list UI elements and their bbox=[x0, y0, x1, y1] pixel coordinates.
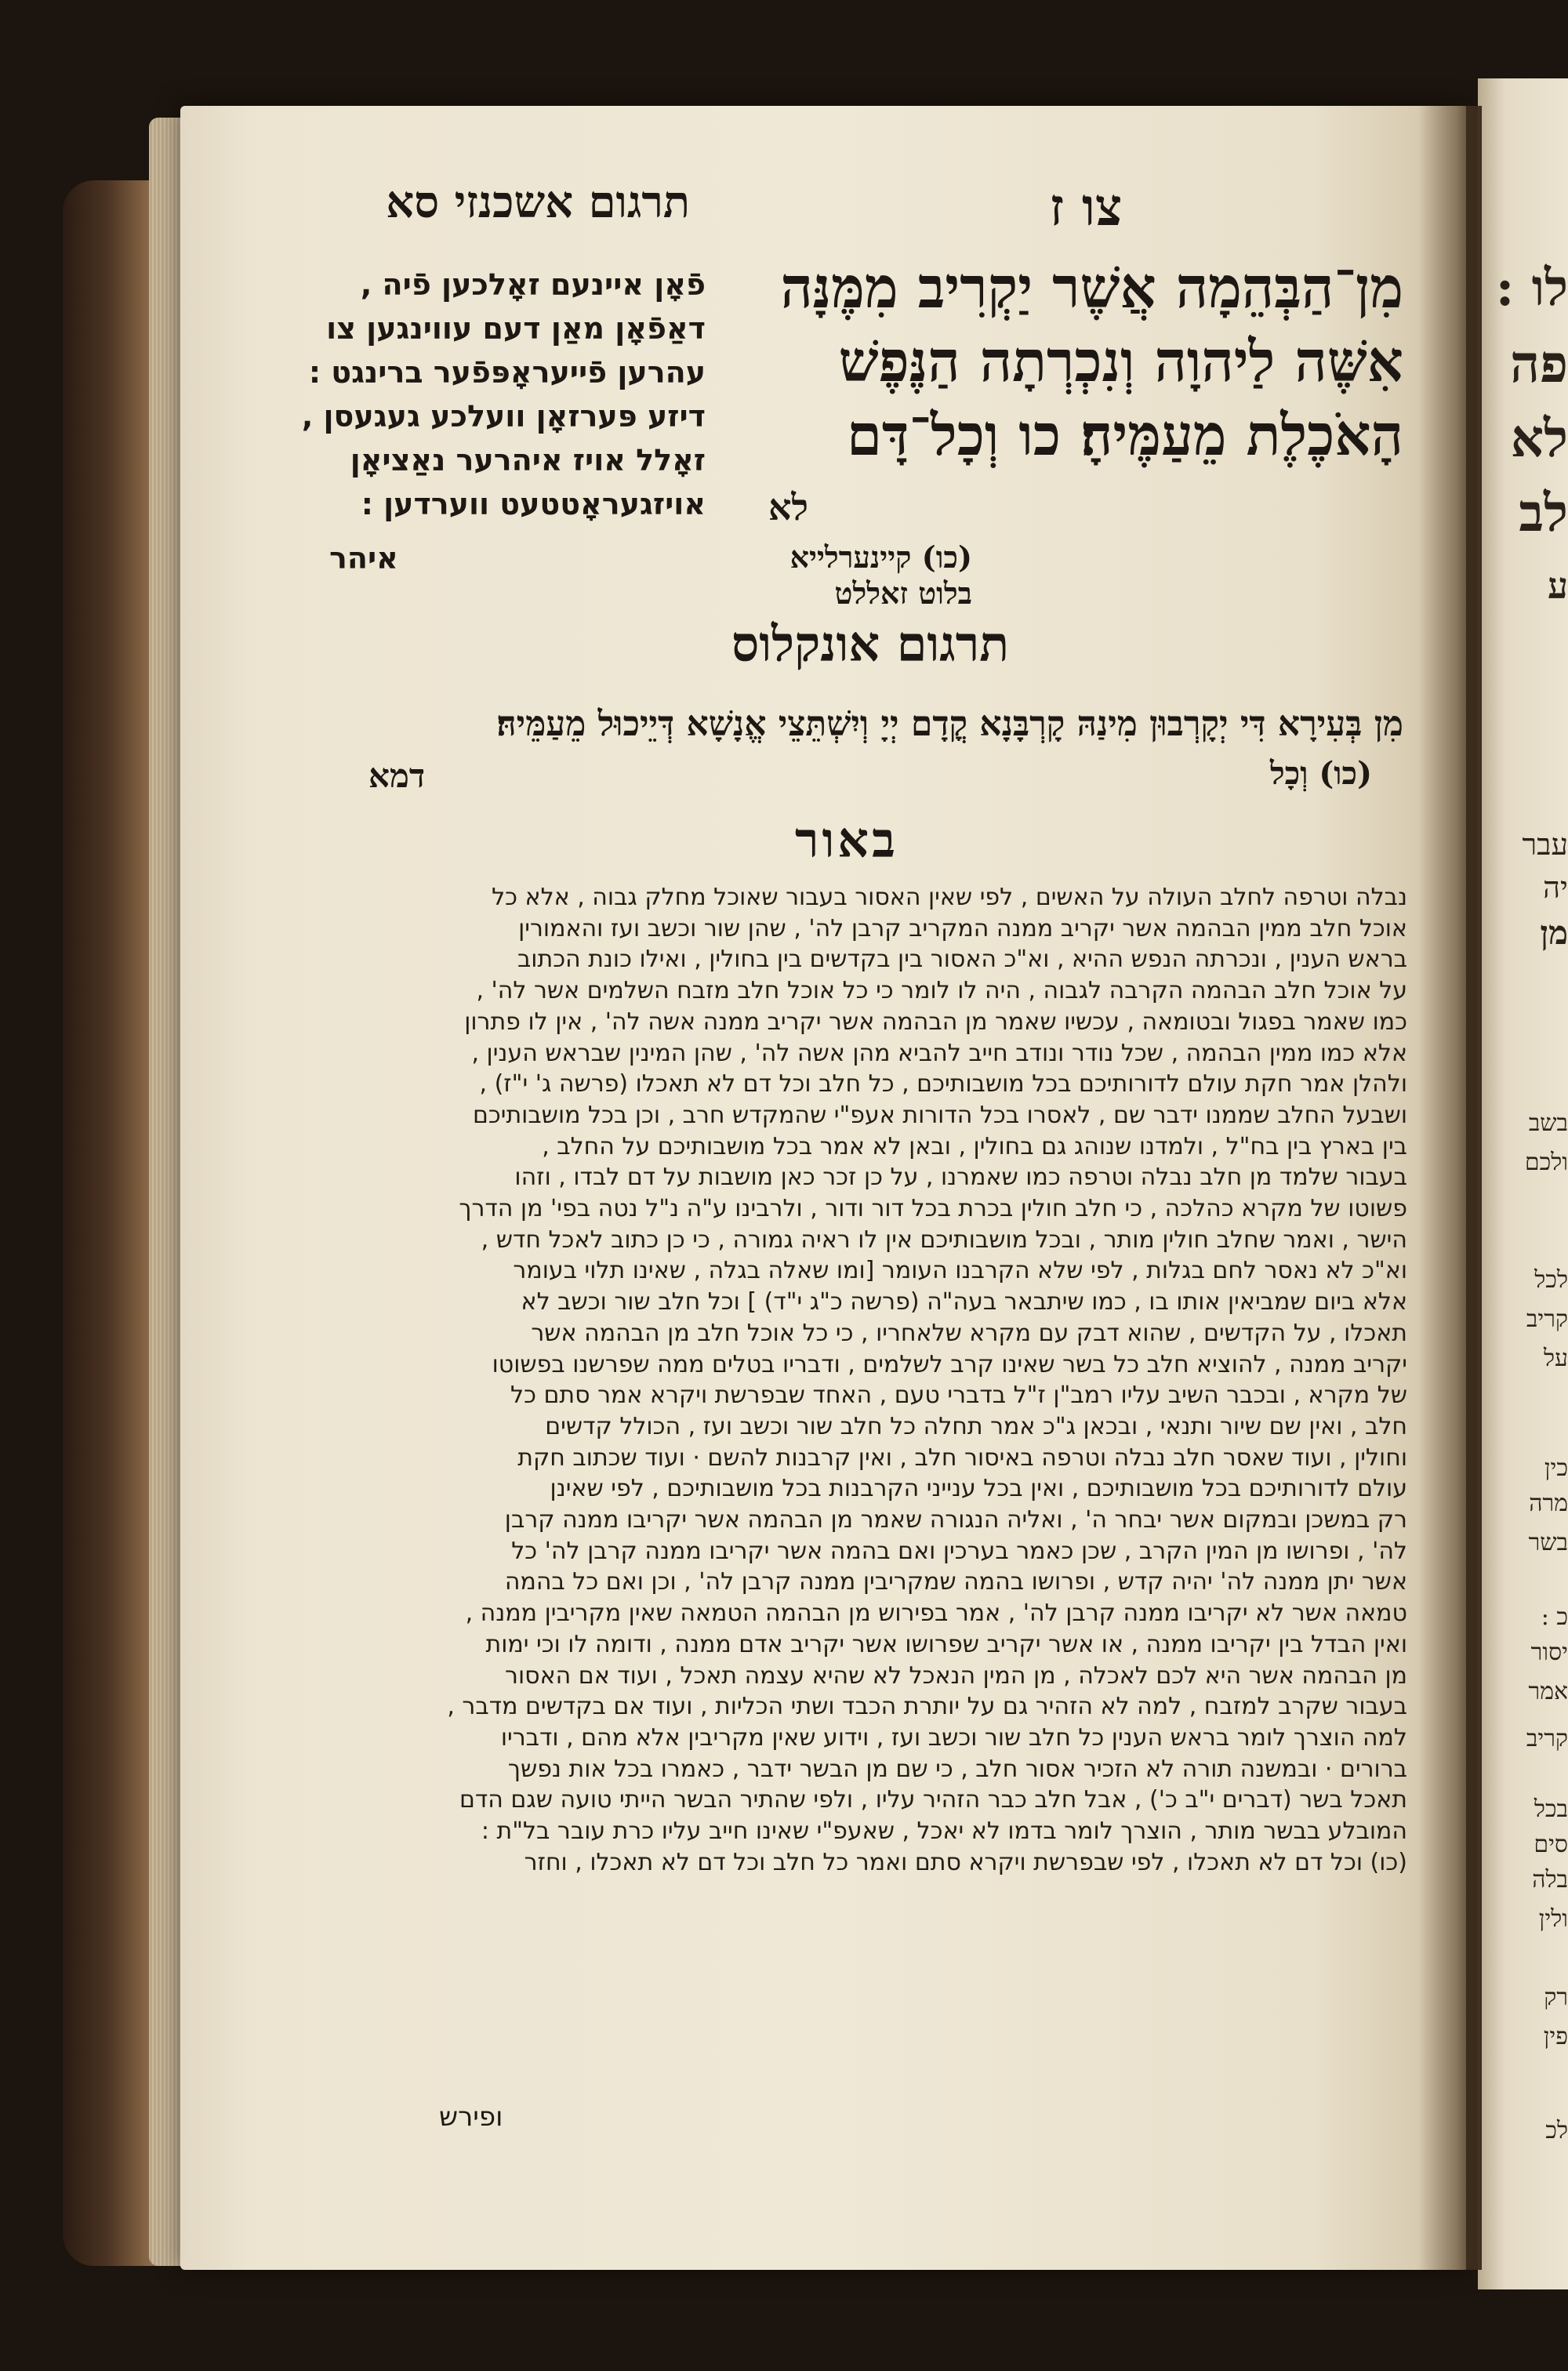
commentary-line: ברורים · ובמשנה תורה לא הזכיר אסור חלב , כי שם מן הבשר ידבר , כאמרו בכל אות נפשך bbox=[507, 1755, 1407, 1783]
commentary-line: ואין הבדל בין יקריבו ממנה , או אשר יקריב שפרושו אשר יקריב אדם ממנה , ודומה לו וכי ימות bbox=[485, 1630, 1407, 1658]
commentary-line: וא"כ לא נאסר לחם בגלות , לפי שלא הקרבנו העומר [ומו שאלה בגלה , שאינו תלוי בעומר bbox=[513, 1257, 1407, 1285]
commentary-line: מן הבהמה אשר היא לכם לאכלה , מן המין הנאכל לא שהיא עצמה תאכל , ועוד אם האסור bbox=[505, 1661, 1407, 1690]
commentary-line: כמו שאמר בפגול ובטומאה , עכשיו שאמר מן הבהמה אשר יקריב ממנה אשה לה' , אין לו פתרון bbox=[464, 1008, 1407, 1036]
verse-note: (כו) קיינערלייא בלוט זאללט bbox=[789, 539, 972, 611]
commentary-line: של מקרא , ובכבר השיב עליו רמב"ן ז"ל בדברי טעם , האחד שבפרשת ויקרא אמר סתם כל bbox=[510, 1382, 1407, 1410]
commentary-line: תאכל בשר (דברים י"ב כ') , אבל חלב כבר הזהיר עליו , ולפי שהתיר הבשר הייתי טועה שגם הדם bbox=[459, 1786, 1407, 1814]
yiddish-line: דאַפֿאָן מאַן דעם עווינגען צו bbox=[326, 311, 706, 346]
commentary-line: אוכל חלב ממין הבהמה אשר יקריב ממנה המקריב קרבן לה' , שהן שור וכשב ועז והאמורין bbox=[518, 914, 1407, 942]
facing-text: פה bbox=[1510, 333, 1568, 394]
commentary-line: רק במשכן ובמקום אשר יבחר ה' , ואליה הנגורה שאמר מן הבהמה אשר יקריבו ממנה קרבן bbox=[504, 1506, 1407, 1534]
commentary-line: טמאה אשר לא יקריבו ממנה קרבן לה' , אמר בפירוש מן הבהמה הטמאה שאין מקריבין ממנה , bbox=[465, 1599, 1407, 1628]
yiddish-translation bbox=[298, 263, 706, 526]
facing-text: סים bbox=[1534, 1831, 1568, 1858]
facing-text: לכל bbox=[1534, 1266, 1568, 1294]
facing-text: בשר bbox=[1528, 1529, 1568, 1556]
facing-text: מן bbox=[1540, 913, 1568, 952]
facing-text: ע bbox=[1547, 565, 1568, 607]
commentary-line: עולם לדורותיכם בכל מושבותיכם , ואין בכל ענייני הקרבנות בכל מושבותיכם , לפי שאינן bbox=[550, 1475, 1407, 1503]
commentary-line: לה' , ופרושו מן המין הקרב , שכן כאמר בערכין ואם בהמה אשר יקריבו ממנה קרבן לה' כל bbox=[511, 1537, 1407, 1565]
onkelos-heading: תרגום אונקלוס bbox=[731, 615, 1010, 673]
commentary-line: תאכלו , על הקדשים , שהוא דבק עם מקרא שלאחריו , כי כל אוכל חלב מן הבהמה אשר bbox=[531, 1319, 1407, 1347]
verse-text bbox=[721, 251, 1403, 472]
yiddish-line: עהרען פֿייעראָפּפֿער ברינגט : bbox=[308, 355, 706, 390]
onkelos-note: (כו) וְכָל bbox=[1269, 755, 1372, 792]
facing-text: כ : bbox=[1541, 1603, 1568, 1631]
facing-text: רק bbox=[1544, 1984, 1568, 2011]
verse-catchword: לא bbox=[768, 486, 809, 528]
facing-text: ולין bbox=[1538, 1905, 1568, 1933]
commentary-line: ולהלן אמר חקת עולם לדורותיכם בכל מושבותיכם , כל חלב וכל דם לא תאכלו (פרשה ג' י"ז) , bbox=[479, 1070, 1407, 1098]
commentary-line: יקריב ממנה , להוציא חלב כל בשר שאינו קרב לשלמים , ודבריו בטלים ממה שפרשנו בפשוטו bbox=[492, 1350, 1407, 1378]
facing-text: יה bbox=[1543, 870, 1568, 905]
yiddish-catchword: איהר bbox=[329, 541, 398, 576]
commentary-line: בעבור שלמד מן חלב נבלה וטרפה כמו שאמרנו , על כן זכר כאן מושבות על דם לבדו , וזהו bbox=[514, 1164, 1407, 1192]
facing-text: יסור bbox=[1530, 1639, 1568, 1666]
facing-text: לב bbox=[1519, 482, 1568, 543]
facing-text: לא bbox=[1510, 408, 1568, 469]
biur-commentary bbox=[310, 882, 1407, 1879]
commentary-line: בין בארץ בין בח"ל , ולמדנו שנוהג גם בחולין , ובאן לא אמר בכל מושבותיכם על החלב , bbox=[542, 1132, 1407, 1160]
facing-text: על bbox=[1543, 1345, 1568, 1372]
facing-page bbox=[1478, 78, 1568, 2289]
onkelos-text: מִן בְּעִירָא דִּי יְקָרְבוּן מִינַהּ קָרְבָּנָא קֳדָם יְיָ וְיִשְׁתֵּצֵי אֱנָשָׁא דְּיֵיכוּל מֵעַמֵּיהּ׃ bbox=[496, 704, 1403, 744]
facing-text: פין bbox=[1543, 2023, 1568, 2050]
facing-text: קריב bbox=[1526, 1305, 1568, 1333]
commentary-line: למה הוצרך לומר בראש הענין כל חלב שור וכשב ועז , וידוע שאין מקריבין אלא מהם , ודבריו bbox=[500, 1723, 1407, 1752]
verse-line: מִן־הַבְּהֵמָה אֲשֶׁר יַקְרִיב מִמֶּנָּה bbox=[780, 254, 1403, 321]
biur-heading: באור bbox=[794, 812, 898, 869]
onkelos-catchword: דמא bbox=[368, 757, 426, 795]
facing-text: עבר bbox=[1522, 827, 1568, 862]
commentary-line: אלא כמו ממין הבהמה , שכל נודר ונודב חייב להביא מהן אשה לה' , שהן המינין שבראש הענין , bbox=[471, 1039, 1407, 1067]
facing-text: בשב bbox=[1528, 1109, 1568, 1137]
facing-text: לו : bbox=[1495, 259, 1568, 318]
commentary-line: על אוכל חלב הבהמה הקרבה לגבוה , היה לו לומר כי כל אוכל חלב מזבח השלמים אשר לה' , bbox=[476, 977, 1407, 1005]
commentary-line: חלב , ואין שם שיור ותנאי , ובכאן ג"כ אמר תחלה כל חלב שור וכשב ועז , הכולל קדשים bbox=[545, 1412, 1407, 1440]
facing-text: אמר bbox=[1528, 1678, 1568, 1705]
commentary-line: (כו) וכל דם לא תאכלו , לפי שבפרשת ויקרא סתם ואמר כל חלב וכל דם לא תאכלו , וחזר bbox=[524, 1848, 1407, 1876]
facing-text: בלה bbox=[1532, 1866, 1568, 1894]
yiddish-line: דיזע פּערזאָן וועלכע געגעסן , bbox=[301, 399, 706, 434]
page-catchword: ופירש bbox=[439, 2101, 503, 2133]
verse-line: הָאֹכֶלֶת מֵעַמֶּיהָ׃ כו וְכָל־דָּם bbox=[846, 401, 1403, 468]
commentary-line: בעבור שקרב למזבח , למה לא הזהיר גם על יותרת הכבד ושתי הכליות , ועוד אם בקדשים מדבר , bbox=[447, 1693, 1407, 1721]
yiddish-line: פֿאָן איינעם זאָלכען פֿיה , bbox=[360, 267, 706, 302]
commentary-line: וחולין , ועוד שאסר חלב נבלה וטרפה באיסור חלב , ואין קרבנות להשם · ועוד שכתוב חקת bbox=[517, 1443, 1407, 1472]
commentary-line: הישר , ואמר שחלב חולין מותר , ובכל מושבותיכם אין לו ראיה גמורה , כי כן כתוב לאכל חדש , bbox=[481, 1225, 1407, 1254]
yiddish-line: זאָלל אויז איהרער נאַציאָן bbox=[350, 443, 706, 477]
commentary-line: בראש הענין , ונכרתה הנפש ההיא , וא"כ האסור בין בקדשים בין בחולין , ואילו כונת הכתוב bbox=[517, 946, 1407, 974]
commentary-line: המובלע בבשר מותר , הוצרך לומר בדמו לא יאכל , שאעפ"י שאינו חייב עליו כרת עובר בל"ת : bbox=[481, 1817, 1407, 1846]
facing-text: ולכם bbox=[1524, 1149, 1568, 1176]
page-title: תרגום אשכנזי סא bbox=[386, 176, 690, 228]
commentary-line: נבלה וטרפה לחלב העולה על האשים , לפי שאין האסור בעבור שאוכל מחלק גבוה , אלא כל bbox=[492, 884, 1407, 911]
facing-text: קריב bbox=[1526, 1725, 1568, 1752]
facing-text: לכ bbox=[1545, 2117, 1568, 2144]
binding-gutter bbox=[1419, 106, 1482, 2270]
facing-text: כין bbox=[1544, 1454, 1568, 1482]
facing-text: בכל bbox=[1534, 1795, 1568, 1823]
commentary-line: ושבעל החלב שממנו ידבר שם , לאסרו בכל הדורות אעפ"י שהמקדש חרב , וכן בכל מושבותיכם bbox=[472, 1101, 1407, 1129]
commentary-line: אשר יתן ממנה לה' יהיה קדש , ופרושו בהמה שמקריבין ממנה קרבן לה' , וכן ואם כל בהמה bbox=[504, 1568, 1407, 1596]
commentary-line: אלא ביום שמביאין אותו בו , כמו שיתבאר בעה"ה (פרשה כ"ג י"ד) ] וכל חלב שור וכשב לא bbox=[521, 1288, 1407, 1316]
chapter-verse-heading: צו ז bbox=[1049, 176, 1123, 238]
commentary-line: פשוטו של מקרא כהלכה , כי חלב חולין בכרת בכל דור ודור , ולרבינו ע"ה נ"ל נטה בפי' מן הדרך bbox=[459, 1195, 1407, 1223]
yiddish-line: אויזגעראָטטעט ווערדען : bbox=[361, 487, 706, 521]
facing-text: מרה bbox=[1529, 1490, 1568, 1517]
verse-line: אִשֶּׁה לַיהוָה וְנִכְרְתָה הַנֶּפֶשׁ bbox=[838, 328, 1403, 394]
